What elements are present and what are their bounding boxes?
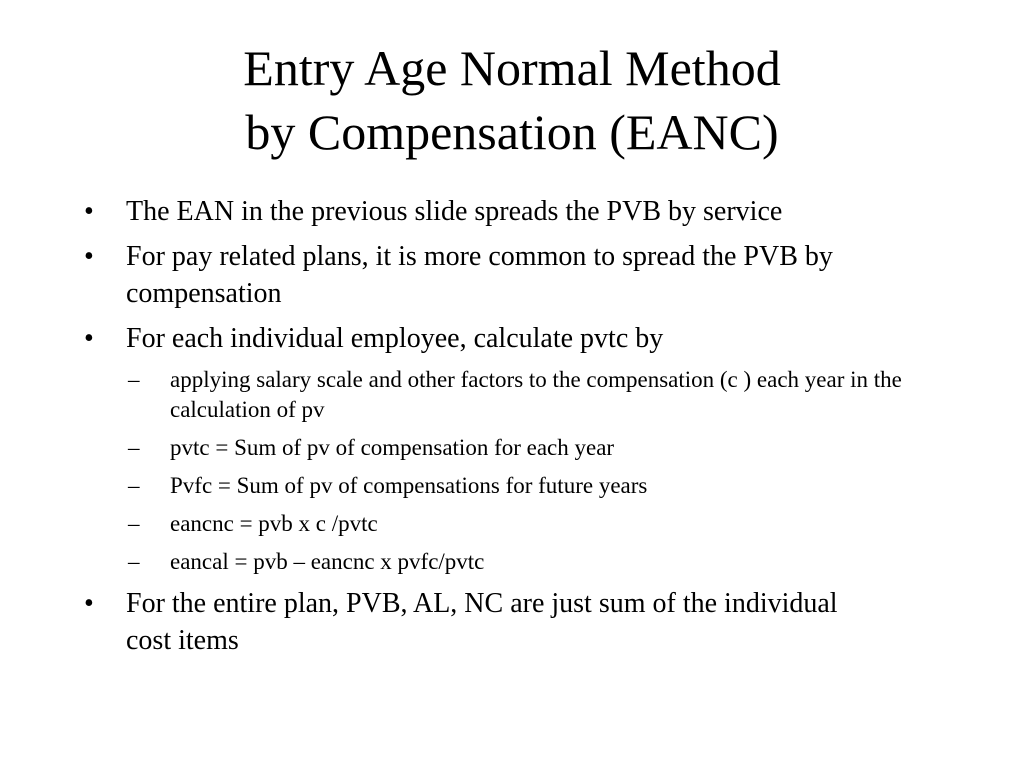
bullet-marker: •: [84, 241, 94, 272]
sub-bullet-text: applying salary scale and other factors to the compensation (c ) each year in the calculation of pv: [170, 367, 902, 422]
bullet-item: [84, 238, 984, 312]
bullet-text: For the entire plan, PVB, AL, NC are just sum of the individual cost items: [126, 588, 838, 656]
title-line-2: by Compensation (EANC): [245, 104, 779, 160]
bullet-item: [84, 585, 984, 659]
bullet-marker: •: [84, 196, 94, 227]
title-line-1: Entry Age Normal Method: [243, 40, 781, 96]
bullet-text: The EAN in the previous slide spreads the PVB by service: [126, 196, 783, 227]
sub-bullet-item: [128, 365, 984, 425]
sub-bullet-text: Pvfc = Sum of pv of compensations for future years: [170, 473, 648, 498]
bullet-text: For each individual employee, calculate pvtc by: [126, 323, 664, 354]
sub-bullet-item: [128, 471, 984, 501]
bullet-list: [84, 193, 984, 667]
sub-bullet-text: eancnc = pvb x c /pvtc: [170, 511, 378, 536]
sub-bullet-marker: –: [128, 367, 140, 392]
bullet-item: [84, 320, 984, 357]
bullet-marker: •: [84, 323, 94, 354]
bullet-item: [84, 193, 984, 230]
sub-bullet-item: [128, 509, 984, 539]
bullet-marker: •: [84, 588, 94, 619]
sub-bullet-marker: –: [128, 511, 140, 536]
sub-bullet-list: [84, 365, 984, 577]
sub-bullet-text: pvtc = Sum of pv of compensation for each year: [170, 435, 615, 460]
sub-bullet-marker: –: [128, 549, 140, 574]
sub-bullet-marker: –: [128, 473, 140, 498]
sub-bullet-item: [128, 433, 984, 463]
sub-bullet-text: eancal = pvb – eancnc x pvfc/pvtc: [170, 549, 485, 574]
sub-bullet-item: [128, 547, 984, 577]
bullet-text: For pay related plans, it is more common to spread the PVB by compensation: [126, 241, 833, 309]
slide-title: [0, 36, 1024, 164]
sub-bullet-marker: –: [128, 435, 140, 460]
